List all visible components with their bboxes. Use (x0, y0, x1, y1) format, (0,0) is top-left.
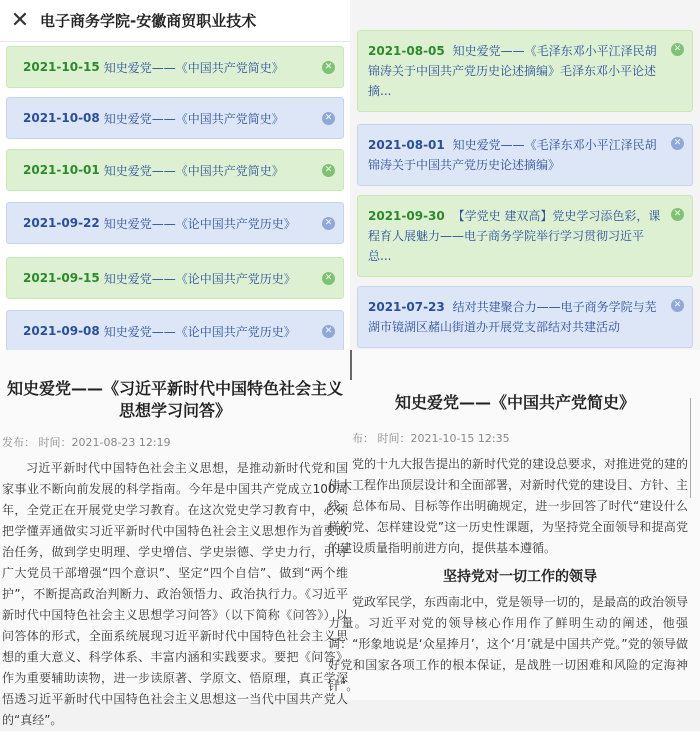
top-bar (0, 0, 350, 42)
item-date: 2021-07-23 (368, 300, 445, 314)
page-title: 电子商务学院-安徽商贸职业技术 (40, 12, 257, 30)
list-item[interactable] (6, 310, 344, 352)
item-title: 知史爱党——《中国共产党简史》 (103, 163, 284, 178)
item-date: 2021-10-15 (23, 60, 100, 74)
item-title: 知史爱党——《中国共产党简史》 (103, 111, 284, 126)
delete-circle-icon[interactable]: ✕ (322, 164, 335, 177)
delete-circle-icon[interactable]: ✕ (671, 43, 684, 56)
item-title: 知史爱党——《毛泽东邓小平江泽民胡锦涛关于中国共产党历史论述摘编》 (368, 138, 657, 172)
delete-circle-icon[interactable]: ✕ (322, 61, 335, 74)
article-paragraph: 党的十九大报告提出的新时代党的建设总要求，对推进党的建的伟大工程作出顶层设计和全面部署，对新时代党的建设目、方针、主线、总体布局、目标等作出明确规定，进一步回答了时代“建设什么样的党、怎样建设党”这一历史性课题，为坚持党全面领导和提高党的建设质量指明前进方向，提供基本遵循。 (328, 457, 689, 555)
item-date: 2021-08-01 (368, 138, 445, 152)
item-date: 2021-10-08 (23, 111, 100, 125)
list-item[interactable] (6, 97, 344, 139)
delete-circle-icon[interactable]: ✕ (671, 299, 684, 312)
item-title: 知史爱党——《论中国共产党历史》 (103, 216, 296, 231)
section-heading: 坚持党对一切工作的领导 (443, 569, 597, 585)
item-title: 结对共建聚合力——电子商务学院与芜湖市镜湖区赭山街道办开展党支部结对共建活动 (368, 300, 657, 334)
right-article-screen (328, 350, 700, 700)
list-item[interactable] (6, 46, 344, 88)
article-title: 知史爱党——《中国共产党简史》 (394, 393, 635, 412)
delete-circle-icon[interactable]: ✕ (322, 325, 335, 338)
close-icon[interactable]: ✕ (10, 8, 30, 33)
delete-circle-icon[interactable]: ✕ (671, 137, 684, 150)
item-date: 2021-08-05 (368, 44, 445, 58)
list-item[interactable] (357, 195, 693, 277)
delete-circle-icon[interactable]: ✕ (322, 217, 335, 230)
item-title: 知史爱党——《论中国共产党历史》 (103, 271, 296, 286)
article-paragraph: 党政军民学，东西南北中，党是领导一切的，是最高的政治领导力量。习近平对党的领导核心作用作了鲜明生动的阐述，他强调：“形象地说是‘众星捧月’，这个‘月’就是中国共产党。”党的领导做好党和国家各项工作的根本保证，是战胜一切困难和风险的定海神针”。 (328, 595, 689, 693)
item-date: 2021-09-30 (368, 209, 445, 223)
item-date: 2021-09-22 (23, 216, 100, 230)
item-date: 2021-09-08 (23, 324, 100, 338)
delete-circle-icon[interactable]: ✕ (322, 112, 335, 125)
list-item[interactable] (6, 257, 344, 299)
item-title: 【学党史 建双高】党史学习添色彩，课程育人展魅力——电子商务学院举行学习贯彻习近平总... (368, 209, 661, 263)
article-title: 知史爱党——《习近平新时代中国特色社会主义思想学习问答》 (6, 379, 343, 420)
delete-circle-icon[interactable]: ✕ (671, 208, 684, 221)
scrollbar[interactable] (690, 398, 691, 498)
divider (350, 350, 352, 380)
article-meta: 布： 时间：2021-10-15 12:35 (352, 432, 510, 445)
list-item[interactable] (357, 286, 693, 348)
article-body: 习近平新时代中国特色社会主义思想，是推动新时代党和国家事业不断向前发展的科学指南。今年是中国共产党成立100周年，全党正在开展党史学习教育。在这次党史学习教育中，必须把学懂弄通做实习近平新时代中国特色社会主义思想作为首要政治任务，做到学史明理、学史增信、学史崇德、学史力行，引导广大党员干部增强“四个意识”、坚定“四个自信”、做到“两个维护”，不断提高政治判断力、政治领悟力、政治执行力。《习近平新时代中国特色社会主义思想学习问答》（以下简称《问答》）以问答体的形式，全面系统展现习近平新时代中国特色社会主义思想的重大意义、科学体系、丰富内涵和实践要求。要把《问答》作为重要辅助读物，进一步读原著、学原文、悟原理，真正学深悟透习近平新时代中国特色社会主义思想这一当代中国共产党人的“真经”。 (2, 461, 348, 727)
delete-circle-icon[interactable]: ✕ (322, 272, 335, 285)
item-date: 2021-10-01 (23, 163, 100, 177)
item-date: 2021-09-15 (23, 271, 100, 285)
list-item[interactable] (357, 30, 693, 112)
list-item[interactable] (6, 149, 344, 191)
right-list-screen (350, 0, 700, 350)
article-meta: 发布： 时间：2021-08-23 12:19 (2, 436, 171, 449)
item-title: 知史爱党——《中国共产党简史》 (103, 60, 284, 75)
left-article-screen (0, 350, 350, 727)
list-item[interactable] (6, 202, 344, 244)
left-list-screen (0, 0, 350, 350)
item-title: 知史爱党——《论中国共产党历史》 (103, 324, 296, 339)
item-title: 知史爱党——《毛泽东邓小平江泽民胡锦涛关于中国共产党历史论述摘编》毛泽东邓小平论述摘... (368, 44, 657, 98)
list-item[interactable] (357, 124, 693, 186)
